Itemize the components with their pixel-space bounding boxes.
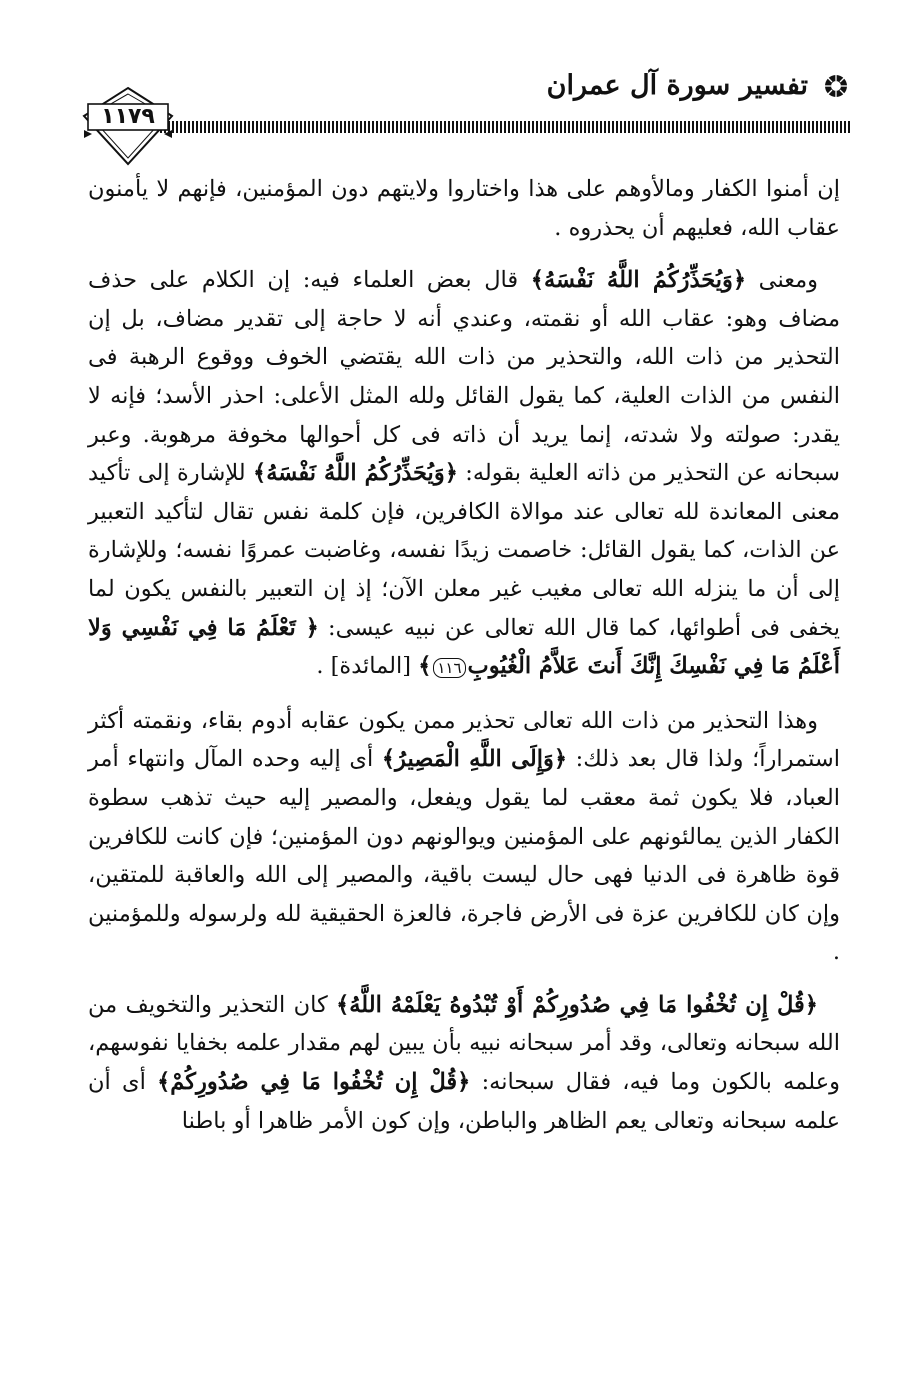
- text-segment: [المائدة] .: [316, 653, 419, 680]
- quran-verse: ﴾: [418, 653, 432, 680]
- text-segment: وهذا التحذير من ذات الله تعالى تحذير ممن يكون عقابه أدوم بقاء، ونقمته أكثر استمراراً؛ ولذا قال بعد ذلك:: [88, 707, 840, 773]
- quran-verse: ﴿قُلْ إِن تُخْفُوا مَا فِي صُدُورِكُمْ أَوْ تُبْدُوهُ يَعْلَمْهُ اللَّهُ﴾: [336, 991, 818, 1018]
- text-segment: قال بعض العلماء فيه: إن الكلام على حذف مضاف وهو: عقاب الله أو نقمته، وعندي أنه لا حاجة إلى تقدير مضاف، بل إن التحذير من ذات الله، والتحذير من ذات الله يقتضي الخوف ووقوع الرهبة فى النفس من الذات العلية، كما يقول القائل ولله المثل الأعلى: احذر الأسد؛ فإنه لا يقدر: صولته ولا شدته، إنما يريد أن ذاته فى كل أحوالها مخوفة مرهوبة. وعبر سبحانه عن التحذير من ذاته العلية بقوله:: [88, 267, 840, 487]
- paragraph: [88, 261, 840, 688]
- text-segment: ومعنى: [746, 267, 819, 294]
- text-segment: أى أن علمه سبحانه وتعالى يعم الظاهر والباطن، وإن كون الأمر ظاهرا أو باطنا: [88, 1069, 840, 1134]
- verse-number: ١١٦: [433, 658, 465, 678]
- body-text: [88, 170, 840, 1336]
- flower-ornament-icon: [822, 72, 850, 100]
- quran-verse: ﴿وَإِلَى اللَّهِ الْمَصِيرُ﴾: [381, 746, 568, 773]
- page-number-badge: [80, 86, 176, 176]
- text-segment: أى إليه وحده المآل وانتهاء أمر العباد، فلا يكون ثمة معقب لما يقول ويفعل، والمصير إليه حيث تذهب سطوة الكفار الذين يمالئونهم على المؤمنين ويوالونهم دون المؤمنين؛ فإن كانت للكافرين قوة ظاهرة فى الدنيا فهى حال ليست باقية، والمصير إلى الله والعاقبة للمتقين، وإن كان للكافرين عزة فى الأرض فاجرة، فالعزة الحقيقية لله ولرسوله وللمؤمنين .: [88, 746, 840, 966]
- page-header: [80, 58, 850, 168]
- page-number: ١١٧٩: [101, 104, 155, 129]
- paragraph: [88, 702, 840, 972]
- header-rule: [160, 121, 850, 133]
- quran-verse: ﴿ تَعْلَمُ مَا فِي نَفْسِي وَلا أَعْلَمُ مَا فِي نَفْسِكَ إِنَّكَ أَنتَ عَلاَّمُ الْغُيُوبِ: [88, 614, 840, 680]
- paragraph: [88, 170, 840, 247]
- quran-verse: ﴿قُلْ إِن تُخْفُوا مَا فِي صُدُورِكُمْ﴾: [157, 1069, 471, 1096]
- quran-verse: ﴿وَيُحَذِّرُكُمُ اللَّهُ نَفْسَهُ﴾: [253, 460, 458, 487]
- paragraph: [88, 986, 840, 1140]
- diamond-frame-icon: [80, 86, 176, 176]
- text-segment: إن أمنوا الكفار ومالأوهم على هذا واختاروا ولايتهم دون المؤمنين، فإنهم لا يأمنون عقاب الله، فعليهم أن يحذروه .: [88, 176, 840, 241]
- text-segment: كان التحذير والتخويف من الله سبحانه وتعالى، وقد أمر سبحانه نبيه بأن يبين لهم مقدار علمه بخفايا نفوسهم، وعلمه بالكون وما فيه، فقال سبحانه:: [88, 991, 840, 1096]
- running-title: تفسير سورة آل عمران: [546, 70, 808, 101]
- quran-verse: ﴿وَيُحَذِّرُكُمُ اللَّهُ نَفْسَهُ﴾: [530, 267, 747, 294]
- text-segment: للإشارة إلى تأكيد معنى المعاندة لله تعالى عند موالاة الكافرين، فإن كلمة نفس تقال لتأكيد التعبير عن الذات، كما يقول القائل: خاصمت زيدًا نفسه، وغاضبت عمروًا نفسه؛ وللإشارة إلى أن ما ينزله الله تعالى مغيب غير معلن الآن؛ إذ إن التعبير بالنفس يكون لما يخفى فى أطوائها، كما قال الله تعالى عن نبيه عيسى:: [88, 460, 840, 641]
